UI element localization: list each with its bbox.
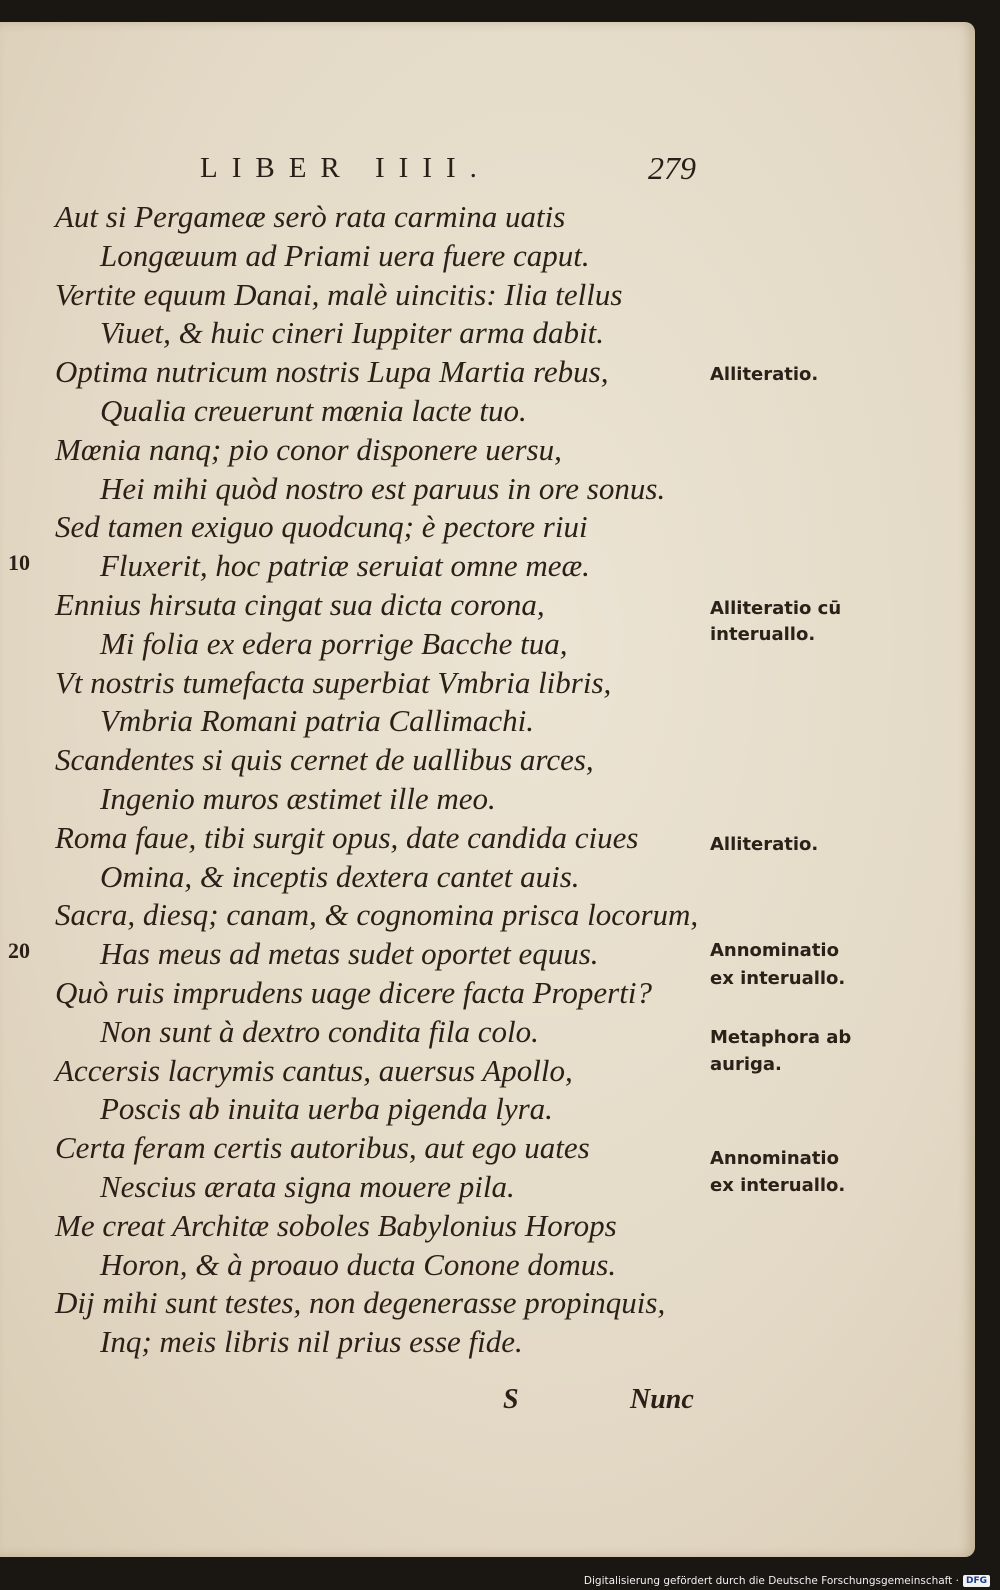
verse-line: Longæuum ad Priami uera fuere caput. <box>100 237 590 273</box>
line-number-10: 10 <box>8 550 30 575</box>
verse-line: Sacra, diesq; canam, & cognomina prisca locorum, <box>55 897 699 933</box>
margin-note-annominatio-2: Annominatio <box>710 1148 839 1169</box>
verse-line: Vt nostris tumefacta superbiat Vmbria libris, <box>55 664 612 700</box>
catchword: Nunc <box>630 1384 694 1415</box>
verse-line: Dij mihi sunt testes, non degenerasse propinquis, <box>55 1285 666 1321</box>
margin-note-annominatio-1: Annominatio <box>710 940 839 961</box>
margin-note-annominatio-1b: ex interuallo. <box>710 968 846 989</box>
verse-line: Viuet, & huic cineri Iuppiter arma dabit. <box>100 315 604 351</box>
margin-note-alliteratio-1: Alliteratio. <box>710 364 819 385</box>
running-head: LIBER IIII. <box>200 152 491 184</box>
verse-line: Nescius ærata signa mouere pila. <box>100 1169 515 1204</box>
verse-line: Certa feram certis autoribus, aut ego uates <box>55 1130 590 1166</box>
verse-line: Horon, & à proauo ducta Conone domus. <box>100 1246 617 1282</box>
verse-line: Mi folia ex edera porrige Bacche tua, <box>100 625 568 661</box>
verse-line: Vmbria Romani patria Callimachi. <box>100 703 534 739</box>
page-number: 279 <box>648 150 696 186</box>
verse-line: Optima nutricum nostris Lupa Martia rebus, <box>55 354 609 390</box>
verse-line: Qualia creuerunt mœnia lacte tuo. <box>100 393 527 428</box>
verse-line: Mœnia nanq; pio conor disponere uersu, <box>55 431 562 467</box>
book-page <box>0 22 975 1557</box>
margin-note-metaphora-b: auriga. <box>710 1054 782 1075</box>
verse-line: Me creat Architæ soboles Babylonius Horops <box>55 1207 617 1243</box>
verse-line: Has meus ad metas sudet oportet equus. <box>100 936 599 972</box>
verse-line: Ennius hirsuta cingat sua dicta corona, <box>55 587 545 622</box>
verse-line: Omina, & inceptis dextera cantet auis. <box>100 858 580 894</box>
dfg-logo-icon: DFG <box>963 1575 990 1587</box>
margin-note-alliteratio-2: Alliteratio cū <box>710 598 842 619</box>
margin-note-alliteratio-2b: interuallo. <box>710 624 816 645</box>
verse-line: Fluxerit, hoc patriæ seruiat omne meæ. <box>100 548 590 584</box>
verse-line: Ingenio muros æstimet ille meo. <box>100 781 496 816</box>
margin-note-annominatio-2b: ex interuallo. <box>710 1175 846 1196</box>
verse-line: Vertite equum Danai, malè uincitis: Ilia tellus <box>55 276 623 312</box>
verse-line: Hei mihi quòd nostro est paruus in ore sonus. <box>100 470 666 506</box>
margin-note-alliteratio-3: Alliteratio. <box>710 834 819 855</box>
signature-mark: S <box>503 1384 519 1415</box>
verse-line: Aut si Pergameæ serò rata carmina uatis <box>55 199 566 234</box>
verse-line: Inq; meis libris nil prius esse fide. <box>100 1324 523 1360</box>
verse-line: Poscis ab inuita uerba pigenda lyra. <box>100 1091 553 1127</box>
verse-line: Quò ruis imprudens uage dicere facta Properti? <box>55 975 652 1010</box>
verse-line: Roma faue, tibi surgit opus, date candida ciues <box>55 819 639 855</box>
footer-text: Digitalisierung gefördert durch die Deutsche Forschungsgemeinschaft · <box>583 1575 959 1587</box>
margin-note-metaphora: Metaphora ab <box>710 1027 852 1048</box>
verse-line: Accersis lacrymis cantus, auersus Apollo, <box>55 1052 573 1088</box>
verse-line: Scandentes si quis cernet de uallibus arces, <box>55 742 594 778</box>
verse-line: Non sunt à dextro condita fila colo. <box>100 1013 539 1049</box>
line-number-20: 20 <box>8 938 30 963</box>
verse-line: Sed tamen exiguo quodcunq; è pectore riui <box>55 509 588 545</box>
footer-credit <box>584 1575 990 1587</box>
